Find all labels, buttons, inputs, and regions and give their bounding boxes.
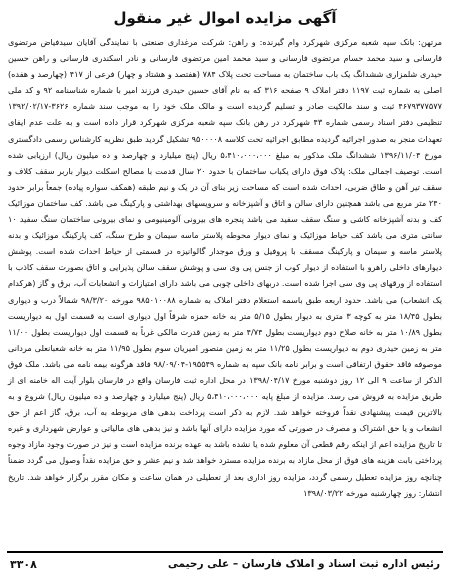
notice-footer — [10, 555, 440, 573]
footer-divider — [7, 551, 443, 553]
signatory: رئیس اداره ثبت اسناد و املاک فارسان – علی رحیمی — [167, 558, 440, 570]
notice-code: ۳۳۰۸ — [10, 557, 37, 571]
notice-body: مرتهن: بانک سپه شعبه مرکزی شهرکرد وام گیرنده: و راهن: شرکت مرغداری صنعتی با نمایندگی آقایان سیدفیاض مرتضوی فارسانی و سید محمد حسام مرتضوی فارسانی و سید محمد امین مرتضوی فارسانی و نادر اسکندری فارسانی و راهن حسین حیدری شلمزاری ششدانگ یک باب ساختمان به مساحت تحت پلاک ۷۸۴ (هفتصد و هشتاد و چهار) فرعی از ۴۱۷ (چهارصد و هفده) اصلی به شماره ثبت ۱۱۹۷ دفتر املاک ۹ صفحه ۳۱۶ که به نام آقای حسین حیدری فرزند امیر با شماره شناسنامه ۹۲ و کد ملی ۴۶۷۹۳۷۷۵۷۷ ثبت و سند مالکیت صادر و تسلیم گردیده است و مالک ملک خود را به موجب سند شماره ۳۶۲۶-۱۳۹۲/۰۲/۱۷ تنظیمی دفتر اسناد رسمی شماره ۴۳ شهرکرد در رهن بانک سپه شعبه مرکزی شهرکرد قرار داده است و به علت عدم ایفای تعهدات منجر به صدور اجرائیه گردیده مطابق اجرائیه تحت کلاسه ۹۵۰۰۰۰۸ تشکیل گردید طبق نظریه کارشناس رسمی دادگستری مورخ ۱۳۹۶/۱۱/۰۴ ششدانگ ملک مذکور به مبلغ ۵،۴۱۰،۰۰۰،۰۰۰ ریال (پنج میلیارد و چهارصد و ده میلیون ریال) ارزیابی شده است. توصیف اجمالی ملک: پلاک فوق دارای یکباب ساختمان با حدود ۲۰ سال قدمت با مصالح اسکلت دیوار باربر سقف کلاف و سقف تیر آهن و طاق ضربی، احداث شده است که مساحت زیر بنای آن در یک و نیم طبقه (همکف سواره پیاده) جمعاً برابر حدود ۲۴۰ متر مربع می باشد همچنین دارای سالن و اتاق و آشپزخانه و سرویسهای بهداشتی و پارکینگ می باشد. کف ساختمان موزائیک کف و بدنه آشپزخانه کاشی و سنگ سقف سفید می باشد پنجره های بیرونی آلومینیومی و نمای بیرونی ساختمان سنگ سفید ۱۰ سانتی متری می باشد کف حیاط موزائیک و نمای دیوار محوطه پلاستر ماسه سیمان و طرح سنگ، کف پارکینگ موزائیک و بدنه پلاستر ماسه و سیمان و پارکینگ مسقف با پروفیل و ورق موجدار گالوانیزه در قسمتی از حیاط احداث شده است. پوشش دیوارهای داخلی راهرو با استفاده از دیوار کوب از جنس پی وی سی و پوشش سقف سالن پذیرایی و اتاق بصورت سقف کاذب با استفاده از ورقهای پی وی سی اجرا شده است. دربهای داخلی چوبی می باشد دارای امتیازات و انشعابات آب، برق و گاز (هرکدام یک انشعاب) می باشد. حدود اربعه طبق باسمه استعلام دفتر املاک به شماره ۹۸۵۰۱۰۰۸۸ مورخه ۹۸/۳/۲۰ شمالاً درب و دیواری بطول ۱۸/۴۵ متر به کوچه ۳ متری به دیوار بطول ۵/۱۵ متر به خانه حمزه شرقاً اول دیواری است به قسمت اول به دیواریست بطول ۱۰/۸۹ متر به خانه صلاح دوم دیواریست بطول ۴/۷۴ متر به زمین قدرت مالکی غرباً به قسمت اول دیواریست بطول ۱۱/۰۰ متر به زمین حیدری دوم به دیواریست بطول ۱۱/۲۵ متر به زمین منصور امیریان سوم بطول ۱۱/۹۵ متر به خانه شعبانعلی مردانی موصوفه فاقد حقوق ارتفاقی است و برابر نامه بانک سپه به شماره ۱۹۵۵۴۹-۹۸/۰۹/۰۴ فاقد هرگونه بیمه نامه می باشد. ملک فوق الذکر از ساعت ۹ الی ۱۲ روز دوشنبه مورخ ۱۳۹۸/۰۴/۱۷ در محل اداره ثبت فارسان واقع در فارسان بلوار آیت اله خامنه ای از طریق مزایده به فروش می رسد. مزایده از مبلغ پایه ۵،۴۱۰،۰۰۰،۰۰۰ ریال (پنج میلیارد و چهارصد و ده میلیون ریال) شروع و به بالاترین قیمت پیشنهادی نقداً فروخته خواهد شد. لازم به ذکر است پرداخت بدهی های مربوطه به آب، برق، گاز اعم از حق انشعاب و یا حق اشتراک و مصرف در صورتی که مورد مزایده دارای آنها باشد و نیز بدهی های مالیاتی و عوارض شهرداری و غیره تا تاریخ مزایده اعم از اینکه رقم قطعی آن معلوم شده یا نشده باشد به عهده برنده مزایده است و نیز در صورت وجود مازاد وجوه پرداختی بابت هزینه های فوق از محل مازاد به برنده مزایده مسترد خواهد شد و نیم عشر و حق مزایده نقداً وصول می گردد ضمناً چنانچه روز مزایده تعطیل رسمی گردد، مزایده روز اداری بعد از تعطیلی در همان ساعت و مکان مقرر برگزار خواهد شد. تاریخ انتشار: روز چهارشنبه مورخه ۱۳۹۸/۰۳/۲۲ — [8, 37, 443, 498]
notice-title: آگهی مزایده اموال غیر منقول — [113, 9, 337, 27]
